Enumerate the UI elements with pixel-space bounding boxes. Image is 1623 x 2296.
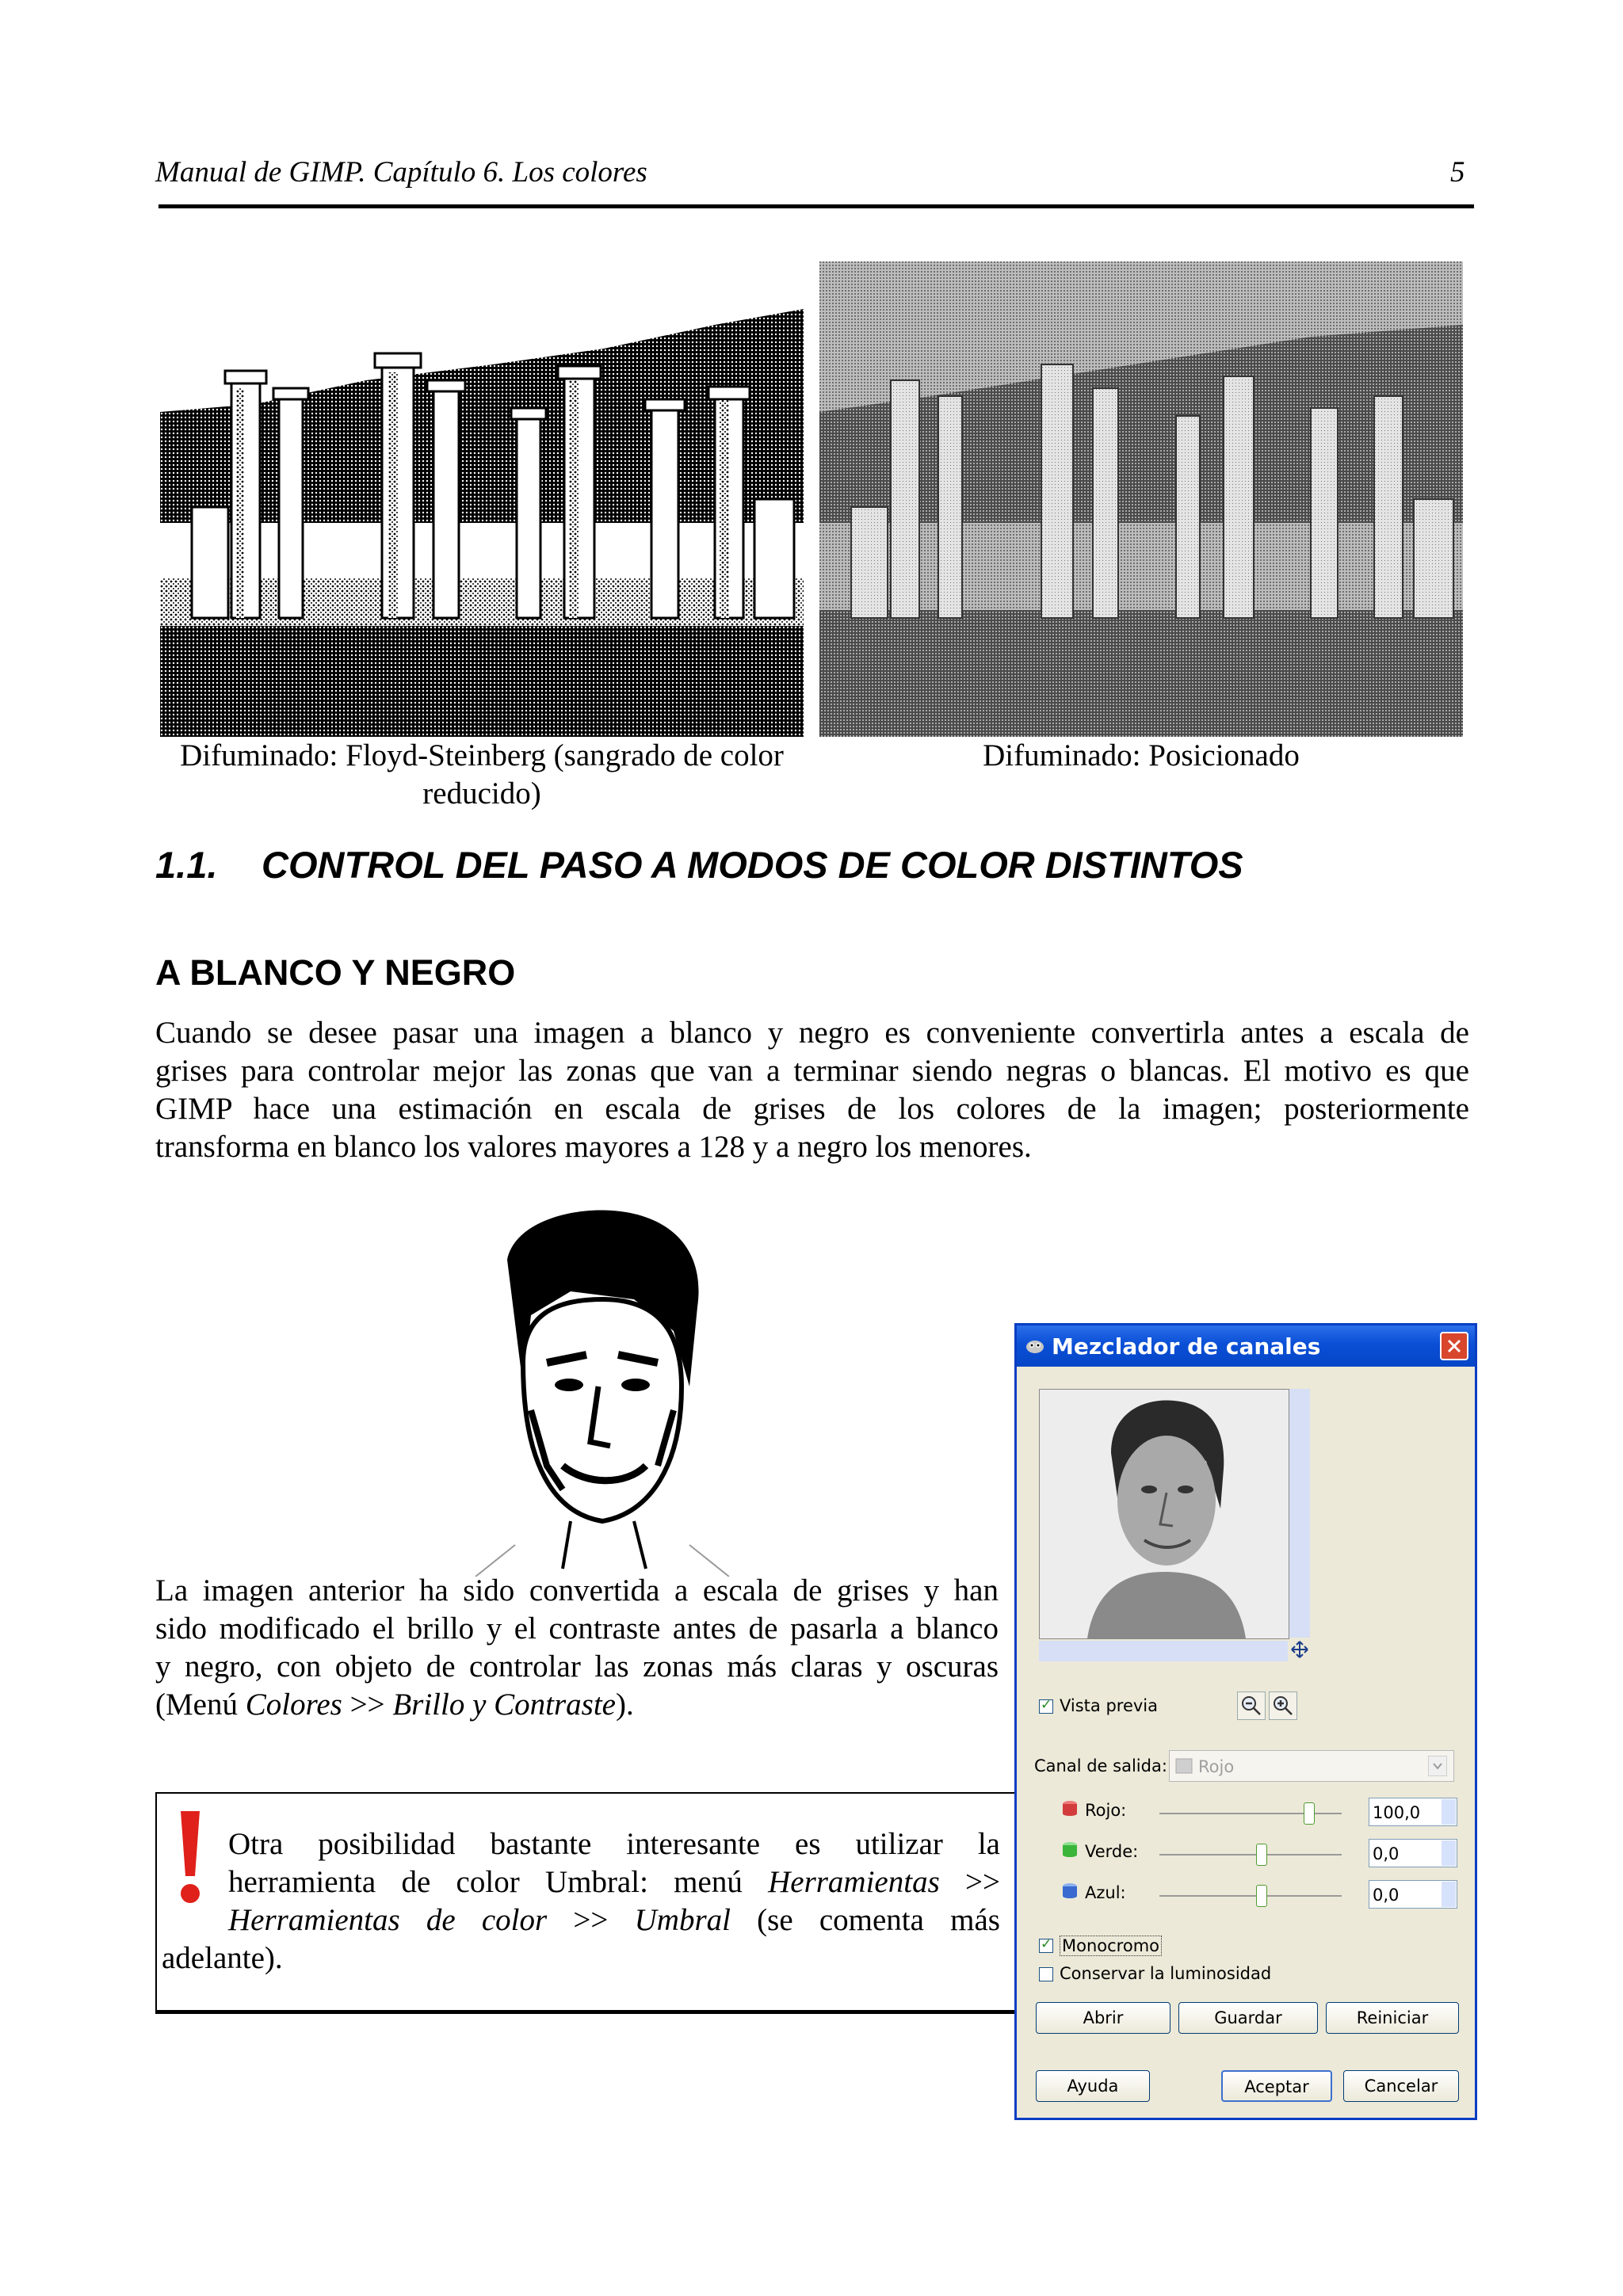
ruins-illustration-dithered xyxy=(819,261,1463,737)
output-channel-label: Canal de salida: xyxy=(1034,1756,1167,1775)
section-title: CONTROL DEL PASO A MODOS DE COLOR DISTINTOS xyxy=(262,844,1243,886)
zoom-in-icon xyxy=(1270,1692,1296,1719)
preview-checkbox-label: Vista previa xyxy=(1060,1696,1159,1715)
dialog-titlebar[interactable] xyxy=(1017,1325,1475,1367)
open-button[interactable]: Abrir xyxy=(1036,2002,1170,2034)
preview-area[interactable] xyxy=(1039,1389,1289,1639)
monochrome-label: Monocromo xyxy=(1060,1936,1162,1956)
blue-channel-icon xyxy=(1061,1882,1079,1901)
output-channel-select[interactable] xyxy=(1169,1750,1454,1782)
paragraph-intro xyxy=(155,1014,1469,1166)
para1-line: Cuando se desee pasar una imagen a blanco y negro es conveniente convertirla antes a escala de xyxy=(155,1016,1469,1050)
left-figure-caption xyxy=(160,737,804,813)
text-run: herramienta de color Umbral: menú xyxy=(228,1865,769,1899)
para2-line: y negro, con objeto de controlar las zonas más claras y oscuras xyxy=(155,1650,999,1684)
para1-line: GIMP hace una estimación en escala de grises de los colores de la imagen; posteriormente xyxy=(155,1092,1469,1126)
close-icon xyxy=(1447,1339,1461,1353)
blue-spinbox[interactable] xyxy=(1369,1880,1457,1909)
blue-value: 0,0 xyxy=(1373,1886,1400,1905)
menu-brillo-contraste: Brillo y Contraste xyxy=(392,1688,616,1722)
bw-portrait-image xyxy=(444,1204,761,1577)
blue-slider-thumb[interactable] xyxy=(1256,1885,1267,1907)
preview-vertical-scrollbar[interactable] xyxy=(1289,1389,1310,1638)
spin-arrows-icon[interactable] xyxy=(1442,1799,1456,1825)
preview-horizontal-scrollbar[interactable] xyxy=(1039,1641,1288,1661)
red-channel-icon xyxy=(1061,1799,1079,1818)
blue-slider-track[interactable] xyxy=(1159,1895,1342,1897)
text-run: >> xyxy=(939,1865,1000,1899)
paragraph-grayscale xyxy=(155,1572,999,1724)
channel-icon xyxy=(1174,1757,1193,1775)
header-rule xyxy=(158,204,1474,208)
menu-umbral: Umbral xyxy=(634,1903,731,1937)
text-run: >> xyxy=(547,1903,635,1937)
reset-button[interactable]: Reiniciar xyxy=(1326,2002,1459,2034)
para1-line: grises para controlar mejor las zonas que van a terminar siendo negras o blancas. El motivo es que xyxy=(155,1054,1469,1088)
help-button[interactable]: Ayuda xyxy=(1036,2070,1150,2102)
para2-line: La imagen anterior ha sido convertida a escala de grises y han xyxy=(155,1573,999,1608)
green-slider-track[interactable] xyxy=(1159,1854,1342,1855)
output-channel-value: Rojo xyxy=(1198,1757,1235,1776)
text-run: (Menú xyxy=(155,1688,246,1722)
note-box xyxy=(155,1792,1022,2014)
page-number: 5 xyxy=(1450,156,1465,189)
zoom-out-button[interactable] xyxy=(1237,1691,1266,1720)
dialog-title: Mezclador de canales xyxy=(1052,1333,1321,1360)
running-head: Manual de GIMP. Capítulo 6. Los colores xyxy=(155,156,647,189)
portrait-preview xyxy=(1040,1390,1289,1638)
spin-arrows-icon[interactable] xyxy=(1442,1882,1456,1907)
red-label: Rojo: xyxy=(1085,1801,1127,1820)
section-number: 1.1. xyxy=(155,844,218,886)
text-run: ). xyxy=(615,1688,634,1722)
gimp-icon xyxy=(1025,1337,1045,1354)
left-caption-line2: reducido) xyxy=(422,776,541,810)
exclamation-icon xyxy=(176,1811,204,1906)
green-channel-icon xyxy=(1061,1840,1079,1859)
red-value: 100,0 xyxy=(1373,1803,1421,1822)
menu-herramientas-color: Herramientas de color xyxy=(228,1903,548,1937)
ruins-illustration xyxy=(160,261,804,737)
zoom-out-icon xyxy=(1238,1692,1265,1719)
para1-line: transforma en blanco los valores mayores a 128 y a negro los menores. xyxy=(155,1130,1032,1164)
preview-checkbox[interactable] xyxy=(1039,1699,1053,1714)
save-button[interactable]: Guardar xyxy=(1178,2002,1318,2034)
para2-line: sido modificado el brillo y el contraste antes de pasarla a blanco xyxy=(155,1611,999,1646)
note-line: Otra posibilidad bastante interesante es utilizar la xyxy=(228,1827,1000,1861)
note-line xyxy=(228,1863,1000,1901)
channel-mixer-dialog xyxy=(1014,1323,1477,2120)
blue-label: Azul: xyxy=(1085,1883,1126,1902)
right-figure-caption: Difuminado: Posicionado xyxy=(983,738,1300,772)
chevron-down-icon xyxy=(1428,1756,1447,1776)
note-line xyxy=(228,1901,1000,1939)
red-slider-thumb[interactable] xyxy=(1304,1802,1315,1825)
note-text xyxy=(228,1825,1000,1939)
preserve-luminosity-label: Conservar la luminosidad xyxy=(1060,1964,1272,1983)
text-run: >> xyxy=(342,1688,393,1722)
green-slider-thumb[interactable] xyxy=(1256,1844,1267,1866)
menu-colores: Colores xyxy=(245,1688,342,1722)
left-caption-line1: Difuminado: Floyd-Steinberg (sangrado de color xyxy=(180,738,784,772)
positioned-dither-image xyxy=(819,261,1463,737)
cancel-button[interactable]: Cancelar xyxy=(1343,2070,1459,2102)
close-button[interactable] xyxy=(1440,1332,1468,1360)
ok-button[interactable]: Aceptar xyxy=(1221,2070,1332,2102)
monochrome-checkbox[interactable] xyxy=(1039,1939,1053,1953)
subsection-heading: A BLANCO Y NEGRO xyxy=(155,952,516,993)
zoom-in-button[interactable] xyxy=(1269,1691,1297,1720)
note-line-last: adelante). xyxy=(162,1941,283,1975)
green-label: Verde: xyxy=(1085,1842,1139,1861)
green-value: 0,0 xyxy=(1373,1844,1400,1863)
section-heading xyxy=(155,843,1243,887)
para2-line xyxy=(155,1686,999,1724)
floyd-steinberg-image xyxy=(160,261,804,737)
spin-arrows-icon[interactable] xyxy=(1442,1840,1456,1866)
preserve-luminosity-checkbox[interactable] xyxy=(1039,1967,1053,1981)
green-spinbox[interactable] xyxy=(1369,1839,1457,1867)
red-spinbox[interactable] xyxy=(1369,1798,1457,1826)
menu-herramientas: Herramientas xyxy=(768,1865,940,1899)
text-run: (se comenta más xyxy=(730,1903,1000,1937)
portrait-illustration xyxy=(444,1204,761,1577)
navigate-icon[interactable] xyxy=(1291,1641,1308,1658)
